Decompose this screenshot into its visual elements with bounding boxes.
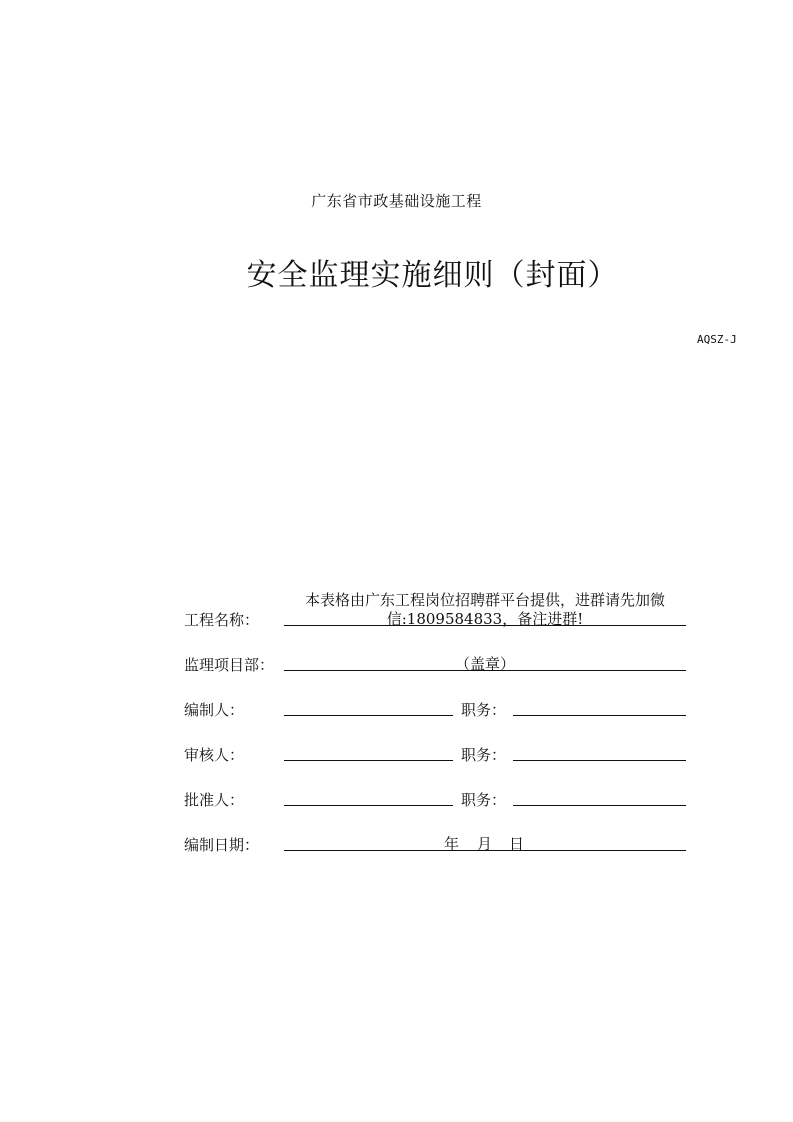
approved-by-position-label: 职务： [461,791,507,809]
reviewed-by-position-label: 职务： [461,746,507,764]
project-name-value-line2: 信:1809584833，备注进群! [386,610,584,628]
compiled-by-field[interactable] [284,715,453,716]
approved-by-field[interactable] [284,805,453,806]
approved-by-label: 批准人： [184,791,245,809]
compile-date-field[interactable] [284,850,686,851]
date-day-label: 日 [509,835,525,853]
project-name-label: 工程名称： [184,611,260,629]
form-code: AQSZ-J [697,333,737,346]
compiled-by-position-field[interactable] [513,715,686,716]
date-year-label: 年 [444,835,460,853]
reviewed-by-label: 审核人： [184,746,245,764]
supervision-dept-field[interactable] [284,670,686,671]
project-name-value-line1: 本表格由广东工程岗位招聘群平台提供，进群请先加微 [304,591,665,609]
document-title: 安全监理实施细则（封面） [246,258,619,293]
reviewed-by-field[interactable] [284,760,453,761]
reviewed-by-position-field[interactable] [513,760,686,761]
date-month-label: 月 [477,835,493,853]
document-subtitle: 广东省市政基础设施工程 [311,192,482,210]
project-name-field[interactable] [284,625,686,626]
compiled-by-position-label: 职务： [461,701,507,719]
stamp-note: （盖章） [454,655,515,673]
supervision-dept-label: 监理项目部： [184,656,275,674]
approved-by-position-field[interactable] [513,805,686,806]
compiled-by-label: 编制人： [184,701,245,719]
compile-date-label: 编制日期： [184,836,260,854]
